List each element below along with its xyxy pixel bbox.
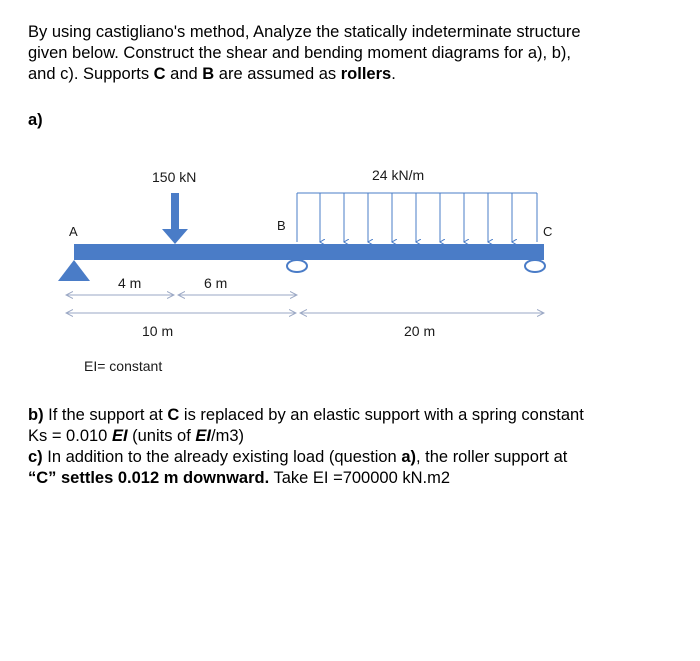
part-b-ei-bold-2: EI <box>195 427 211 445</box>
rollers-bold: rollers <box>340 65 392 83</box>
support-b-label: B <box>277 218 286 233</box>
part-b-line2-pre: Ks = 0.010 <box>28 427 112 445</box>
part-b-label: b) <box>28 406 44 424</box>
part-c-a-bold: a) <box>401 448 416 466</box>
roller-support-b <box>287 260 307 272</box>
ei-constant-note: EI= constant <box>84 358 163 374</box>
part-c-label: c) <box>28 448 43 466</box>
beam <box>74 244 544 260</box>
and-word: and <box>165 65 203 83</box>
part-c-line1-pre: In addition to the already existing load (question <box>42 448 402 466</box>
part-b-line1-post: is replaced by an elastic support with a spring constant <box>179 406 584 424</box>
roller-support-c <box>525 260 545 272</box>
dimension-4m: 4 m <box>118 275 142 291</box>
support-b-bold: B <box>202 65 215 83</box>
intro-line-2: given below. Construct the shear and bending moment diagrams for a), b), <box>28 44 571 62</box>
parts-b-c <box>28 405 678 489</box>
intro-line-3-mid: are assumed as <box>214 65 341 83</box>
dimension-6m: 6 m <box>204 275 228 291</box>
part-a-label: a) <box>28 111 43 129</box>
intro-line-3-pre: and c). Supports <box>28 65 154 83</box>
part-b-c-bold: C <box>167 406 180 424</box>
dimension-20m: 20 m <box>404 323 436 339</box>
intro-line-1: By using castigliano's method, Analyze the statically indeterminate structure <box>28 23 581 41</box>
point-load-label: 150 kN <box>152 169 197 185</box>
point-load-arrow <box>162 193 188 244</box>
part-b-line2-mid: (units of <box>127 427 196 445</box>
support-c-bold: C <box>153 65 166 83</box>
part-b-line2-end: /m3) <box>211 427 244 445</box>
distributed-load-label: 24 kN/m <box>372 167 425 183</box>
part-b-ei-bold: EI <box>111 427 128 445</box>
dimension-10m: 10 m <box>142 323 174 339</box>
beam-diagram <box>0 150 700 390</box>
problem-statement <box>28 22 668 85</box>
part-c-line2-bold: “C” settles 0.012 m downward. <box>28 469 270 487</box>
part-b-line1-pre: If the support at <box>43 406 168 424</box>
distributed-load <box>297 193 537 242</box>
support-a-label: A <box>69 224 78 239</box>
part-c-line2-rest: Take EI =700000 kN.m2 <box>269 469 451 487</box>
pin-support-a <box>58 260 90 281</box>
part-c-line1-post: , the roller support at <box>416 448 568 466</box>
support-c-label: C <box>543 224 553 239</box>
intro-line-3-end: . <box>391 65 396 83</box>
